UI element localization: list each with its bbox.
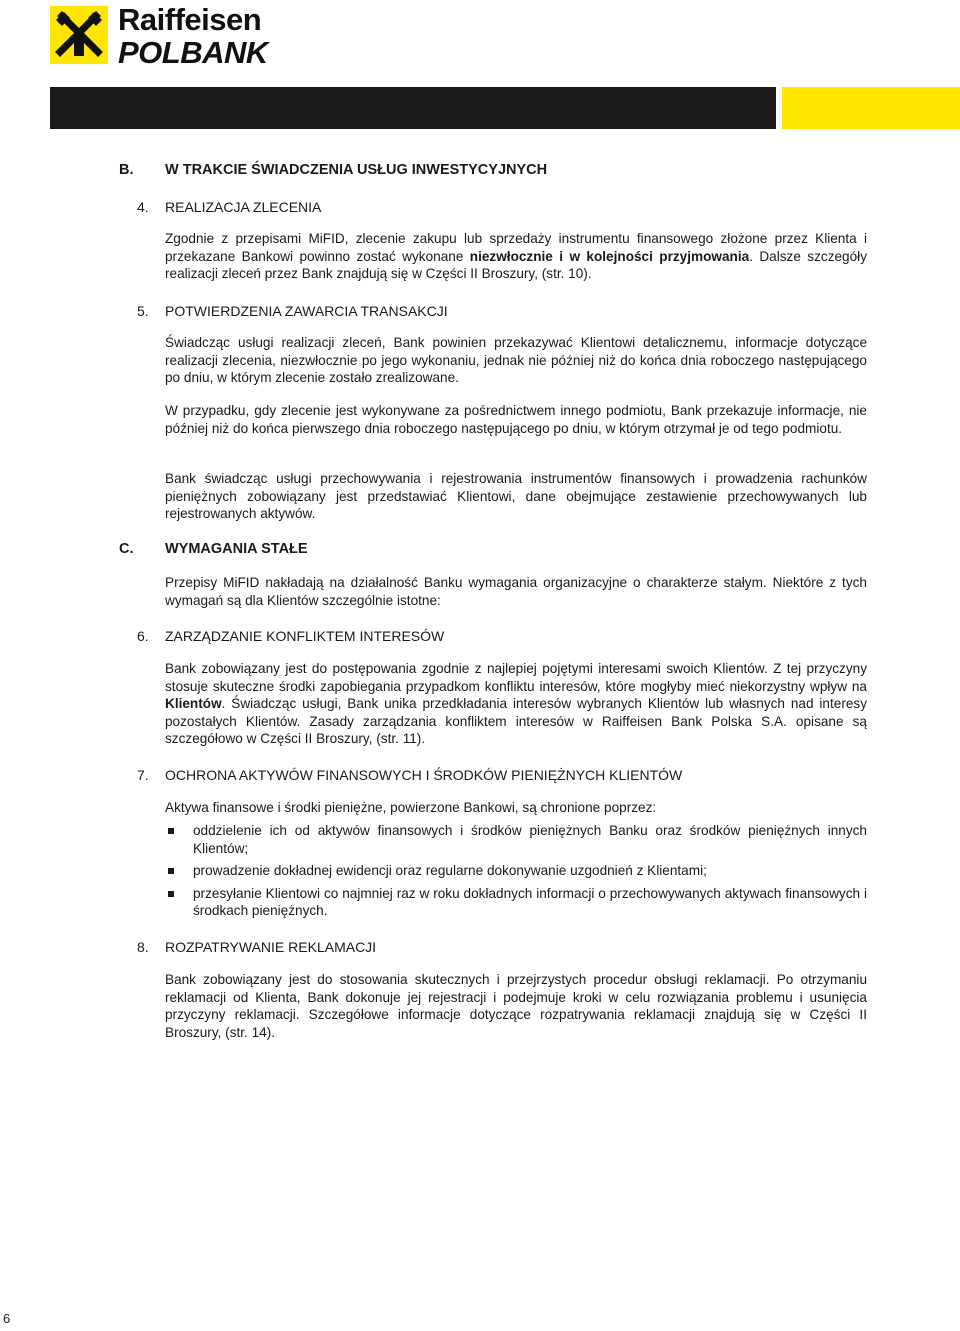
bullet-square-icon — [168, 868, 174, 874]
bullet-square-icon — [168, 891, 174, 897]
raiffeisen-polbank-logo — [50, 4, 290, 68]
paragraph-4-1 — [165, 230, 867, 283]
list-item — [165, 822, 867, 857]
heading-5 — [137, 303, 448, 319]
heading-7 — [137, 767, 682, 783]
section-title: WYMAGANIA STAŁE — [165, 541, 308, 557]
paragraph-6-1 — [165, 660, 867, 748]
list-item-text: prowadzenie dokładnej ewidencji oraz regularne dokonywanie uzgodnień z Klientami; — [193, 863, 707, 879]
paragraph-7-intro: Aktywa finansowe i środki pieniężne, powierzone Bankowi, są chronione poprzez: — [165, 800, 657, 815]
text-run: Zgodnie z przepisami MiFID, zlecenie zakupu lub sprzedaży instrumentu finansowego złożone przez Klienta i przekazane Bankowi powinno zostać wykonane — [165, 231, 867, 264]
heading-6 — [137, 628, 444, 644]
paragraph-5-2: W przypadku, gdy zlecenie jest wykonywane za pośrednictwem innego podmiotu, Bank przekazuje informacje, nie później niż do końca pierwszego dnia roboczego następującego po dniu, w którym otrzymał je od tego podmiotu. — [165, 403, 867, 436]
page-number: 6 — [3, 1311, 11, 1326]
paragraph-5-3: Bank świadcząc usługi przechowywania i rejestrowania instrumentów finansowych i prowadzenia rachunków pieniężnych zobowiązany jest przedstawiać Klientowi, dane obejmujące zestawienie przechowywanych lub rejestrowanych aktywów. — [165, 471, 867, 522]
header-dark-band — [50, 87, 776, 129]
paragraph-8-1: Bank zobowiązany jest do stosowania skutecznych i przejrzystych procedur obsługi reklamacji. Po otrzymaniu reklamacji od Klienta, Bank dokonuje jej rejestracji i podejmuje kroki w celu rozwiązania problemu i usunięcia przyczyny reklamacji. Szczegółowe informacje dotyczące rozpatrywania reklamacji znajdują się w Części II Broszury, (str. 14). — [165, 972, 867, 1040]
heading-8 — [137, 939, 376, 955]
paragraph-5-1: Świadcząc usługi realizacji zleceń, Bank powinien przekazywać Klientowi detalicznemu, informacje dotyczące realizacji zlecenia, niezwłocznie po jego wykonaniu, jednak nie później niż do końca dnia roboczego następującego po dniu, w którym zlecenie zostało zrealizowane. — [165, 335, 867, 386]
heading-title: POTWIERDZENIA ZAWARCIA TRANSAKCJI — [165, 303, 448, 319]
heading-number: 7. — [137, 767, 149, 783]
heading-number: 5. — [137, 303, 149, 319]
list-item — [165, 862, 867, 880]
section-title: W TRAKCIE ŚWIADCZENIA USŁUG INWESTYCYJNYCH — [165, 162, 548, 178]
list-item-text: oddzielenie ich od aktywów finansowych i środków pieniężnych Banku oraz środków pieniężnych innych Klientów; — [193, 823, 867, 856]
list-item — [165, 885, 867, 920]
logo-text-polbank: POLBANK — [118, 35, 268, 70]
section-c-heading — [119, 541, 308, 557]
heading-4 — [137, 199, 321, 215]
text-run: . Dalsze szczegóły realizacji zleceń przez Bank znajdują się w Części II Broszury, (str. 10). — [165, 248, 867, 282]
text-run-bold: Klientów — [165, 696, 222, 712]
text-run-bold: niezwłocznie i w kolejności przyjmowania — [469, 248, 750, 264]
heading-title: OCHRONA AKTYWÓW FINANSOWYCH I ŚRODKÓW PIENIĘŻNYCH KLIENTÓW — [165, 767, 683, 783]
text-run: Bank zobowiązany jest do postępowania zgodnie z najlepiej pojętymi interesami swoich Klientów. Z tej przyczyny stosuje skuteczne środki zapobiegania przypadkom konfliktu interesów, które mogłyby mieć niekorzystny wpływ na — [165, 661, 867, 694]
section-letter: B. — [119, 162, 134, 178]
heading-number: 6. — [137, 628, 149, 644]
paragraph-c-1: Przepisy MiFID nakładają na działalność Banku wymagania organizacyjne o charakterze stałym. Niektóre z tych wymagań są dla Klientów szczególnie istotne: — [165, 575, 867, 608]
heading-number: 8. — [137, 939, 149, 955]
logo-crossed-horses-icon — [50, 6, 108, 64]
list-item-text: przesyłanie Klientowi co najmniej raz w roku dokładnych informacji o przechowywanych aktywach finansowych i środkach pieniężnych. — [193, 885, 867, 919]
heading-title: REALIZACJA ZLECENIA — [165, 199, 322, 215]
bullet-square-icon — [168, 828, 174, 834]
header-yellow-band — [782, 87, 960, 129]
heading-title: ROZPATRYWANIE REKLAMACJI — [165, 939, 377, 955]
section-b-heading — [119, 162, 547, 178]
text-run: . Świadcząc usługi, Bank unika przedkładania interesów wybranych Klientów lub własnych nad interesy pozostałych Klientów. Zasady zarządzania konfliktem interesów w Raiffeisen Bank Polska S.A. opisane są szczegółowo w Części II Broszury, (str. 11). — [165, 696, 867, 747]
heading-number: 4. — [137, 199, 149, 215]
section-letter: C. — [119, 541, 134, 557]
logo-text-raiffeisen: Raiffeisen — [118, 2, 262, 37]
bullet-list-7 — [165, 822, 867, 920]
heading-title: ZARZĄDZANIE KONFLIKTEM INTERESÓW — [165, 628, 445, 644]
